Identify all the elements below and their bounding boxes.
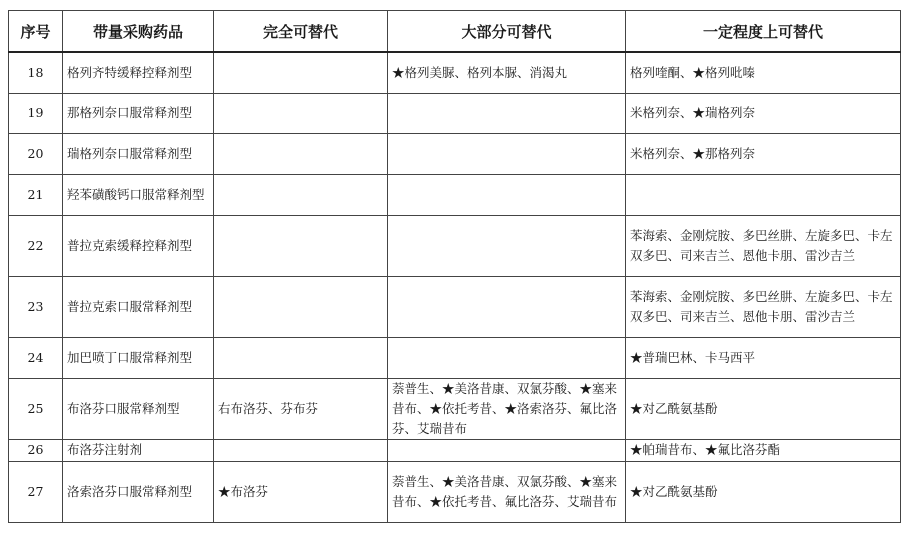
table-row — [9, 133, 901, 174]
most-sub-cell — [388, 439, 626, 461]
full-sub-cell: ★布洛芬 — [214, 461, 388, 522]
full-sub-cell — [214, 276, 388, 337]
serial-cell: 23 — [9, 276, 63, 337]
drug-cell: 羟苯磺酸钙口服常释剂型 — [63, 174, 214, 215]
header-partially-substitutable: 一定程度上可替代 — [626, 11, 901, 53]
table-row — [9, 52, 901, 93]
partial-sub-cell — [626, 174, 901, 215]
full-sub-cell — [214, 439, 388, 461]
full-sub-cell — [214, 52, 388, 93]
partial-sub-cell: ★对乙酰氨基酚 — [626, 461, 901, 522]
full-sub-cell: 右布洛芬、芬布芬 — [214, 378, 388, 439]
table-row — [9, 337, 901, 378]
drug-cell: 洛索洛芬口服常释剂型 — [63, 461, 214, 522]
table-row — [9, 215, 901, 276]
header-mostly-substitutable: 大部分可替代 — [388, 11, 626, 53]
most-sub-cell — [388, 133, 626, 174]
most-sub-cell — [388, 174, 626, 215]
table-row — [9, 378, 901, 439]
serial-cell: 19 — [9, 93, 63, 133]
serial-cell: 22 — [9, 215, 63, 276]
drug-cell: 布洛芬口服常释剂型 — [63, 378, 214, 439]
table-row — [9, 276, 901, 337]
partial-sub-cell: 苯海索、金刚烷胺、多巴丝肼、左旋多巴、卡左双多巴、司来吉兰、恩他卡朋、雷沙吉兰 — [626, 276, 901, 337]
serial-cell: 20 — [9, 133, 63, 174]
serial-cell: 24 — [9, 337, 63, 378]
drug-cell: 普拉克索口服常释剂型 — [63, 276, 214, 337]
table-row — [9, 439, 901, 461]
partial-sub-cell: ★帕瑞昔布、★氟比洛芬酯 — [626, 439, 901, 461]
full-sub-cell — [214, 133, 388, 174]
partial-sub-cell: 米格列奈、★瑞格列奈 — [626, 93, 901, 133]
partial-sub-cell: 苯海索、金刚烷胺、多巴丝肼、左旋多巴、卡左双多巴、司来吉兰、恩他卡朋、雷沙吉兰 — [626, 215, 901, 276]
serial-cell: 27 — [9, 461, 63, 522]
full-sub-cell — [214, 337, 388, 378]
serial-cell: 18 — [9, 52, 63, 93]
serial-cell: 21 — [9, 174, 63, 215]
drug-cell: 加巴喷丁口服常释剂型 — [63, 337, 214, 378]
table-row — [9, 174, 901, 215]
serial-cell: 26 — [9, 439, 63, 461]
header-fully-substitutable: 完全可替代 — [214, 11, 388, 53]
most-sub-cell: 萘普生、★美洛昔康、双氯芬酸、★塞来昔布、★依托考昔、氟比洛芬、艾瑞昔布 — [388, 461, 626, 522]
drug-cell: 普拉克索缓释控释剂型 — [63, 215, 214, 276]
partial-sub-cell: 格列喹酮、★格列吡嗪 — [626, 52, 901, 93]
header-serial-number: 序号 — [9, 11, 63, 53]
full-sub-cell — [214, 174, 388, 215]
most-sub-cell: ★格列美脲、格列本脲、消渴丸 — [388, 52, 626, 93]
full-sub-cell — [214, 93, 388, 133]
most-sub-cell: 萘普生、★美洛昔康、双氯芬酸、★塞来昔布、★依托考昔、★洛索洛芬、氟比洛芬、艾瑞昔布 — [388, 378, 626, 439]
most-sub-cell — [388, 215, 626, 276]
drug-substitution-table — [8, 10, 901, 523]
drug-cell: 格列齐特缓释控释剂型 — [63, 52, 214, 93]
drug-cell: 那格列奈口服常释剂型 — [63, 93, 214, 133]
full-sub-cell — [214, 215, 388, 276]
table-row — [9, 93, 901, 133]
partial-sub-cell: ★对乙酰氨基酚 — [626, 378, 901, 439]
most-sub-cell — [388, 93, 626, 133]
table-row — [9, 461, 901, 522]
drug-cell: 布洛芬注射剂 — [63, 439, 214, 461]
drug-cell: 瑞格列奈口服常释剂型 — [63, 133, 214, 174]
serial-cell: 25 — [9, 378, 63, 439]
partial-sub-cell: ★普瑞巴林、卡马西平 — [626, 337, 901, 378]
header-procured-drug: 带量采购药品 — [63, 11, 214, 53]
most-sub-cell — [388, 337, 626, 378]
partial-sub-cell: 米格列奈、★那格列奈 — [626, 133, 901, 174]
header-row — [9, 11, 901, 53]
most-sub-cell — [388, 276, 626, 337]
